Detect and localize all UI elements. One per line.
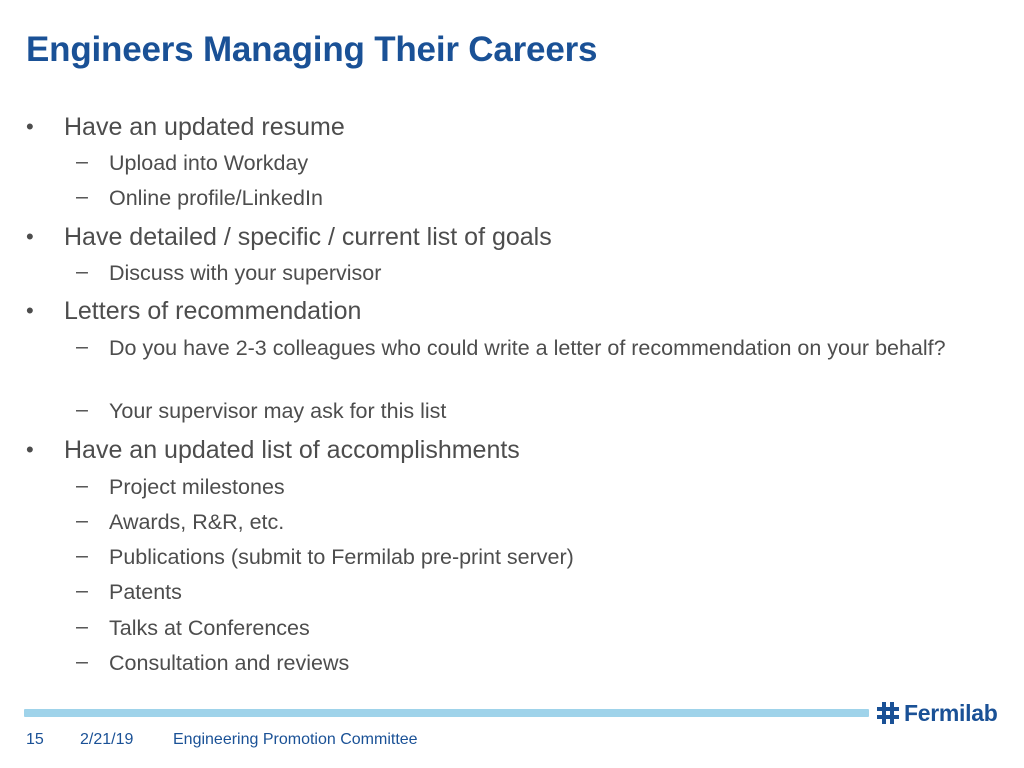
dash-marker: – xyxy=(76,578,88,602)
bullet-item xyxy=(26,436,520,464)
sub-bullet-text: Do you have 2-3 colleagues who could write a letter of recommendation on your behalf? xyxy=(109,336,946,360)
bullet-text: Have an updated resume xyxy=(64,113,345,141)
dash-marker: – xyxy=(76,508,88,532)
sub-bullet-text: Consultation and reviews xyxy=(109,651,350,675)
bullet-text: Letters of recommendation xyxy=(64,297,362,325)
sub-bullet-item xyxy=(76,578,989,606)
dash-marker: – xyxy=(76,543,88,567)
sub-bullet-text: Patents xyxy=(109,580,182,604)
dash-marker: – xyxy=(76,334,88,358)
footer-committee: Engineering Promotion Committee xyxy=(173,731,418,748)
bullet-text: Have detailed / specific / current list of goals xyxy=(64,223,552,251)
bullet-item xyxy=(26,297,362,325)
logo-text: Fermilab xyxy=(904,699,998,726)
bullet-marker: • xyxy=(26,437,34,462)
sub-bullet-item xyxy=(76,649,989,677)
sub-bullet-text: Awards, R&R, etc. xyxy=(109,510,285,534)
bullet-item xyxy=(26,223,552,251)
bullet-text: Have an updated list of accomplishments xyxy=(64,436,520,464)
dash-marker: – xyxy=(76,259,88,283)
dash-marker: – xyxy=(76,614,88,638)
dash-marker: – xyxy=(76,149,88,173)
sub-bullet-item xyxy=(76,397,989,425)
sub-bullet-text: Talks at Conferences xyxy=(109,616,310,640)
slide-title: Engineers Managing Their Careers xyxy=(26,30,598,69)
sub-bullet-item xyxy=(76,614,989,642)
sub-bullet-text: Project milestones xyxy=(109,475,285,499)
page-number: 15 xyxy=(26,731,44,748)
sub-bullet-text: Upload into Workday xyxy=(109,151,309,175)
sub-bullet-item xyxy=(76,473,989,501)
sub-bullet-item xyxy=(76,184,989,212)
sub-bullet-text: Your supervisor may ask for this list xyxy=(109,399,447,423)
sub-bullet-text: Publications (submit to Fermilab pre-print server) xyxy=(109,545,574,569)
bullet-marker: • xyxy=(26,114,34,139)
dash-marker: – xyxy=(76,473,88,497)
sub-bullet-item xyxy=(76,334,989,362)
dash-marker: – xyxy=(76,649,88,673)
sub-bullet-item xyxy=(76,508,989,536)
footer-date: 2/21/19 xyxy=(80,731,134,748)
bullet-marker: • xyxy=(26,298,34,323)
sub-bullet-item xyxy=(76,543,989,571)
sub-bullet-text: Online profile/LinkedIn xyxy=(109,186,323,210)
fermilab-logo-icon xyxy=(875,700,901,726)
sub-bullet-item xyxy=(76,259,989,287)
bullet-item xyxy=(26,113,345,141)
dash-marker: – xyxy=(76,397,88,421)
bullet-marker: • xyxy=(26,224,34,249)
fermilab-logo xyxy=(875,698,997,728)
dash-marker: – xyxy=(76,184,88,208)
footer-divider xyxy=(24,709,869,717)
sub-bullet-item xyxy=(76,149,989,177)
sub-bullet-text: Discuss with your supervisor xyxy=(109,261,382,285)
